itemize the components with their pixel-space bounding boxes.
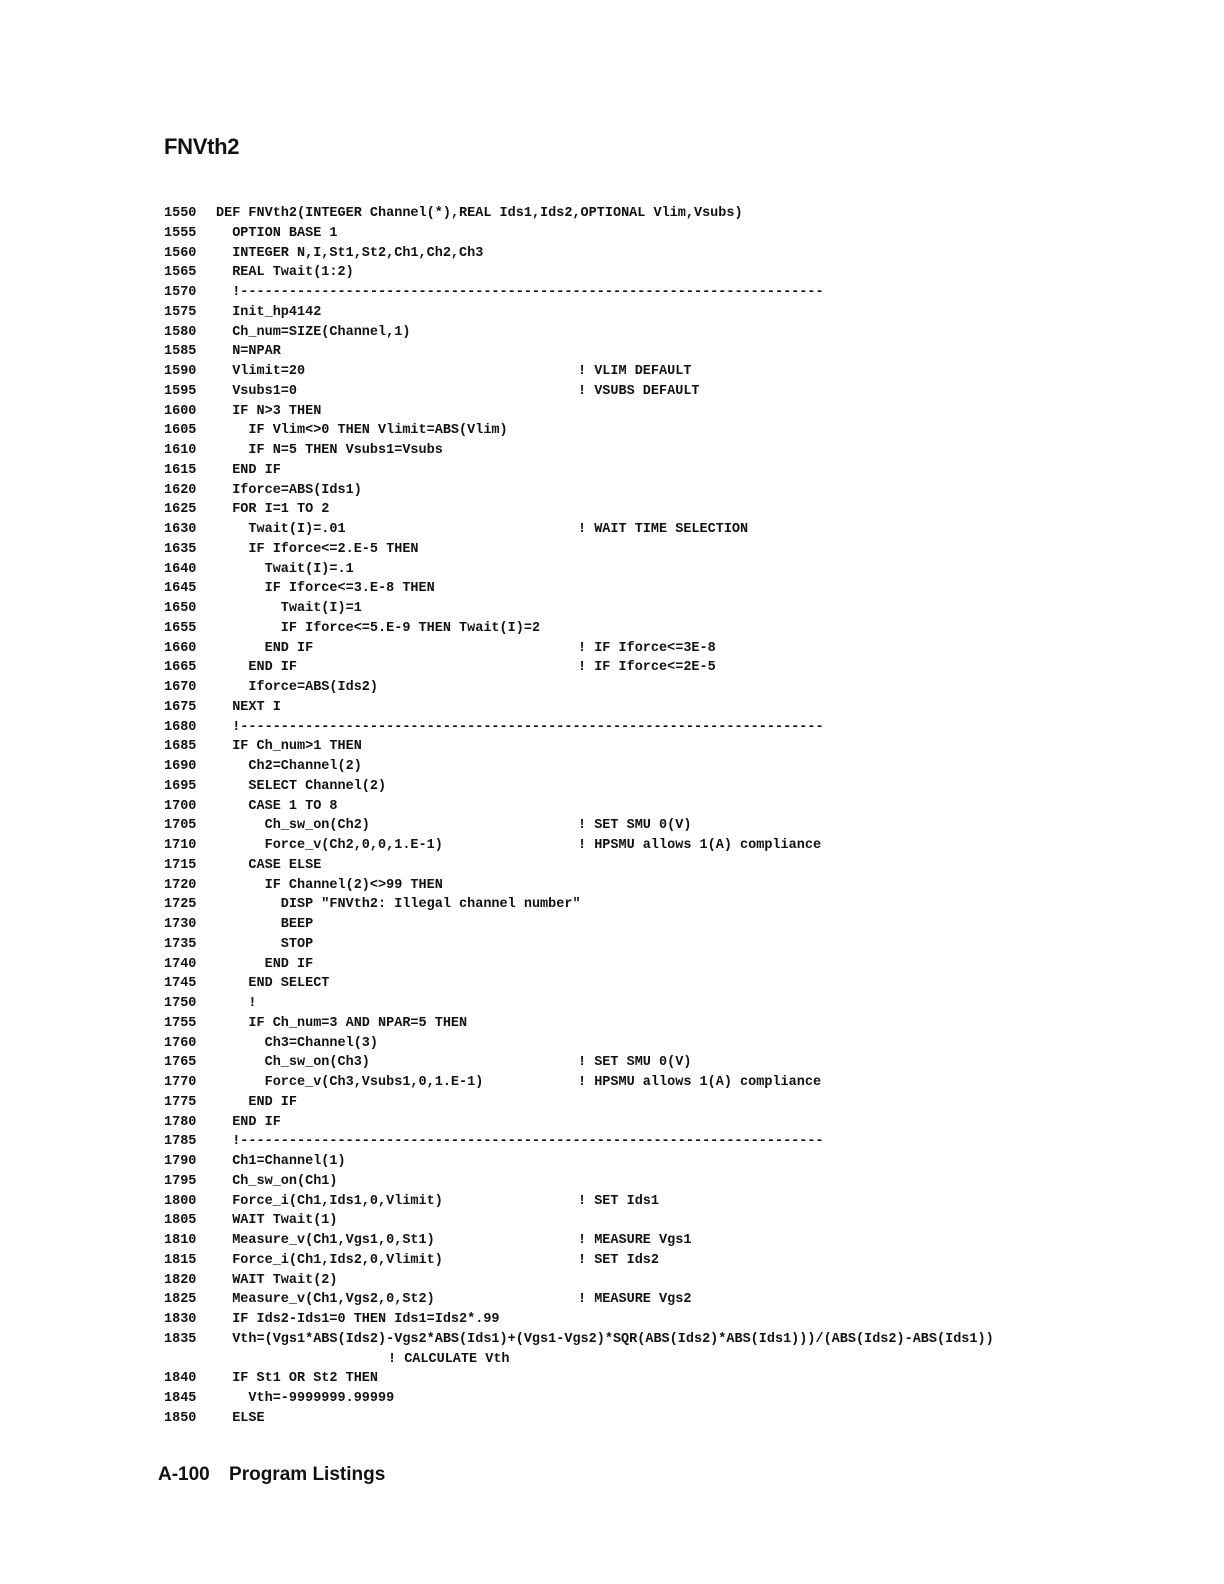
- line-number: 1575: [164, 304, 197, 320]
- code-comment: ! IF Iforce<=3E-8: [578, 640, 716, 656]
- code-line: [160, 1409, 1060, 1429]
- line-number: 1830: [164, 1312, 197, 1327]
- line-number: 1705: [164, 818, 197, 834]
- code-line: [160, 402, 1060, 422]
- line-number: 1695: [164, 778, 197, 794]
- code-text: IF Channel(2)<>99 THEN: [264, 877, 443, 893]
- line-number: 1615: [164, 462, 197, 478]
- code-line: [160, 1014, 1060, 1034]
- code-line: [160, 540, 1060, 560]
- line-number: 1810: [164, 1233, 197, 1248]
- code-text: IF N>3 THEN: [232, 403, 322, 419]
- code-line: [160, 224, 1060, 244]
- line-number: 1850: [164, 1410, 197, 1426]
- line-number: 1560: [164, 245, 197, 261]
- code-line: [160, 1172, 1060, 1192]
- code-comment: ! HPSMU allows 1(A) compliance: [578, 838, 822, 853]
- code-text: !------------------------------------------------------------------------: [232, 1134, 824, 1150]
- code-line: [160, 658, 1060, 678]
- code-line: [160, 1053, 1060, 1073]
- code-line: [160, 955, 1060, 975]
- line-number: 1785: [164, 1134, 197, 1150]
- code-line: [160, 1389, 1060, 1409]
- code-text: Ch2=Channel(2): [248, 759, 362, 774]
- code-line: [160, 876, 1060, 896]
- code-comment: ! HPSMU allows 1(A) compliance: [578, 1075, 822, 1090]
- code-line: [160, 639, 1060, 659]
- code-text: BEEP: [280, 917, 314, 932]
- code-comment: ! VLIM DEFAULT: [578, 364, 692, 379]
- code-line: [160, 303, 1060, 323]
- page-footer: [158, 1464, 385, 1486]
- code-line: [160, 718, 1060, 738]
- code-text: IF Iforce<=5.E-9 THEN Twait(I)=2: [280, 620, 541, 636]
- line-number: 1835: [164, 1331, 197, 1347]
- line-number: 1775: [164, 1094, 197, 1110]
- code-text: DEF FNVth2(INTEGER Channel(*),REAL Ids1,Ids2,OPTIONAL Vlim,Vsubs): [216, 206, 743, 221]
- line-number: 1690: [164, 759, 197, 774]
- line-number: 1595: [164, 383, 197, 399]
- code-text: CASE 1 TO 8: [248, 798, 338, 814]
- line-number: 1590: [164, 364, 197, 379]
- line-number: 1780: [164, 1114, 197, 1130]
- code-line: [160, 461, 1060, 481]
- code-text: Force_v(Ch2,0,0,1.E-1): [264, 838, 443, 853]
- line-number: 1660: [164, 640, 197, 656]
- line-number: 1725: [164, 897, 197, 913]
- line-number: 1685: [164, 739, 197, 755]
- code-text: !: [248, 996, 257, 1011]
- code-text: IF Ids2-Ids1=0 THEN Ids1=Ids2*.99: [232, 1312, 500, 1327]
- line-number: 1715: [164, 857, 197, 873]
- line-number: 1760: [164, 1035, 197, 1051]
- code-line: [160, 500, 1060, 520]
- code-text: SELECT Channel(2): [248, 778, 387, 794]
- code-line: [160, 283, 1060, 303]
- line-number: 1640: [164, 561, 197, 577]
- code-text: WAIT Twait(2): [232, 1272, 338, 1288]
- code-comment: ! SET SMU 0(V): [578, 1055, 692, 1071]
- line-number: 1820: [164, 1272, 197, 1288]
- code-text: N=NPAR: [232, 344, 281, 360]
- line-number: 1745: [164, 976, 197, 992]
- code-text: OPTION BASE 1: [232, 225, 338, 241]
- code-text: END IF: [264, 640, 314, 656]
- line-number: 1765: [164, 1055, 197, 1071]
- code-text: INTEGER N,I,St1,St2,Ch1,Ch2,Ch3: [232, 245, 484, 261]
- code-text: STOP: [280, 936, 314, 952]
- code-text: Vth=(Vgs1*ABS(Ids2)-Vgs2*ABS(Ids1)+(Vgs1-Vgs2)*SQR(ABS(Ids2)*ABS(Ids1)))/(ABS(Ids2)-ABS(Ids1)): [232, 1331, 994, 1347]
- code-line: [160, 737, 1060, 757]
- code-text: DISP "FNVth2: Illegal channel number": [280, 897, 581, 913]
- code-line: [160, 520, 1060, 540]
- code-text: ELSE: [232, 1410, 265, 1426]
- line-number: 1645: [164, 581, 197, 597]
- line-number: 1635: [164, 541, 197, 557]
- code-text: Ch_num=SIZE(Channel,1): [232, 324, 411, 340]
- code-text: Vth=-9999999.99999: [248, 1391, 395, 1406]
- code-line: [160, 1271, 1060, 1291]
- code-line: [160, 1369, 1060, 1389]
- code-text: IF Vlim<>0 THEN Vlimit=ABS(Vlim): [248, 423, 508, 439]
- code-comment: ! MEASURE Vgs1: [578, 1233, 692, 1248]
- line-number: 1815: [164, 1252, 197, 1268]
- code-text: Vsubs1=0: [232, 383, 297, 399]
- code-text: Measure_v(Ch1,Vgs1,0,St1): [232, 1233, 435, 1248]
- line-number: 1800: [164, 1193, 197, 1209]
- code-text: !------------------------------------------------------------------------: [232, 719, 824, 735]
- code-line: [160, 935, 1060, 955]
- code-line: [160, 1192, 1060, 1212]
- code-line: [160, 797, 1060, 817]
- line-number: 1840: [164, 1371, 197, 1387]
- code-line: [160, 1290, 1060, 1310]
- line-number: 1600: [164, 403, 197, 419]
- code-text: END IF: [264, 956, 314, 972]
- code-line: [160, 915, 1060, 935]
- code-text: Init_hp4142: [232, 304, 322, 320]
- code-text: Ch3=Channel(3): [264, 1035, 379, 1051]
- line-number: 1805: [164, 1213, 197, 1229]
- code-text: !------------------------------------------------------------------------: [232, 285, 824, 300]
- line-number: 1620: [164, 482, 197, 498]
- code-text: Force_v(Ch3,Vsubs1,0,1.E-1): [264, 1075, 484, 1090]
- code-comment: ! VSUBS DEFAULT: [578, 383, 700, 399]
- line-number: 1740: [164, 956, 197, 972]
- code-line: [160, 856, 1060, 876]
- line-number: 1795: [164, 1173, 197, 1189]
- line-number: 1630: [164, 522, 197, 537]
- line-number: 1735: [164, 936, 197, 952]
- code-line: [160, 757, 1060, 777]
- code-line: [160, 895, 1060, 915]
- line-number: 1555: [164, 225, 197, 241]
- code-comment: ! MEASURE Vgs2: [578, 1292, 692, 1308]
- code-line: [160, 1113, 1060, 1133]
- code-text: IF Iforce<=2.E-5 THEN: [248, 541, 419, 557]
- code-line: [160, 836, 1060, 856]
- code-line: [160, 421, 1060, 441]
- code-text: IF St1 OR St2 THEN: [232, 1371, 379, 1387]
- code-line: [160, 441, 1060, 461]
- code-comment: ! SET Ids1: [578, 1193, 660, 1209]
- code-line: [160, 1073, 1060, 1093]
- line-number: 1570: [164, 285, 197, 300]
- code-line: [160, 974, 1060, 994]
- code-text: NEXT I: [232, 699, 281, 715]
- code-text: Force_i(Ch1,Ids1,0,Vlimit): [232, 1193, 443, 1209]
- code-line: [160, 362, 1060, 382]
- code-text: Twait(I)=1: [280, 601, 362, 616]
- line-number: 1755: [164, 1015, 197, 1031]
- line-number: 1730: [164, 917, 197, 932]
- code-text: Ch_sw_on(Ch3): [264, 1055, 370, 1071]
- code-text: END SELECT: [248, 976, 330, 992]
- code-text: Twait(I)=.01: [248, 522, 346, 537]
- line-number: 1790: [164, 1154, 197, 1169]
- code-text: Ch_sw_on(Ch1): [232, 1173, 338, 1189]
- line-number: 1825: [164, 1292, 197, 1308]
- line-number: 1845: [164, 1391, 197, 1406]
- footer-section-title: Program Listings: [229, 1464, 386, 1485]
- code-line: [160, 1251, 1060, 1271]
- code-line: [160, 244, 1060, 264]
- code-line: [160, 263, 1060, 283]
- code-text: Ch1=Channel(1): [232, 1154, 346, 1169]
- code-text: IF N=5 THEN Vsubs1=Vsubs: [248, 443, 443, 458]
- code-text: Iforce=ABS(Ids2): [248, 680, 379, 695]
- code-line: [160, 1231, 1060, 1251]
- line-number: 1550: [164, 206, 197, 221]
- code-text: IF Iforce<=3.E-8 THEN: [264, 581, 435, 597]
- code-text: END IF: [248, 1094, 297, 1110]
- code-text: CASE ELSE: [248, 857, 322, 873]
- page-heading: FNVth2: [164, 134, 240, 159]
- code-line: [160, 1152, 1060, 1172]
- line-number: 1650: [164, 601, 197, 616]
- code-comment: ! IF Iforce<=2E-5: [578, 660, 716, 676]
- code-text: END IF: [232, 1114, 281, 1130]
- code-text: WAIT Twait(1): [232, 1213, 338, 1229]
- line-number: 1750: [164, 996, 197, 1011]
- code-line: [160, 1132, 1060, 1152]
- code-comment: ! SET SMU 0(V): [578, 818, 692, 834]
- line-number: 1665: [164, 660, 197, 676]
- code-line: [160, 1330, 1060, 1350]
- line-number: 1610: [164, 443, 197, 458]
- code-line: [160, 481, 1060, 501]
- code-line: [160, 342, 1060, 362]
- code-line: [160, 678, 1060, 698]
- code-line: [160, 579, 1060, 599]
- line-number: 1655: [164, 620, 197, 636]
- code-text: END IF: [232, 462, 281, 478]
- code-text: Vlimit=20: [232, 364, 306, 379]
- code-continuation-comment: ! CALCULATE Vth: [388, 1351, 510, 1367]
- code-line: [160, 1310, 1060, 1330]
- code-comment: ! WAIT TIME SELECTION: [578, 522, 749, 537]
- code-line: [160, 560, 1060, 580]
- code-line: [160, 599, 1060, 619]
- code-text: IF Ch_num=3 AND NPAR=5 THEN: [248, 1015, 468, 1031]
- code-text: Twait(I)=.1: [264, 561, 354, 577]
- code-line: [160, 1350, 1060, 1370]
- code-text: REAL Twait(1:2): [232, 265, 354, 281]
- line-number: 1770: [164, 1075, 197, 1090]
- line-number: 1700: [164, 798, 197, 814]
- code-line: [160, 1093, 1060, 1113]
- line-number: 1625: [164, 502, 197, 518]
- code-line: [160, 698, 1060, 718]
- code-line: [160, 204, 1060, 224]
- code-text: END IF: [248, 660, 297, 676]
- code-comment: ! SET Ids2: [578, 1252, 660, 1268]
- code-line: [160, 1211, 1060, 1231]
- program-listing: [160, 204, 1060, 1429]
- line-number: 1720: [164, 877, 197, 893]
- code-line: [160, 382, 1060, 402]
- code-line: [160, 619, 1060, 639]
- code-text: FOR I=1 TO 2: [232, 502, 330, 518]
- line-number: 1680: [164, 719, 197, 735]
- code-line: [160, 1034, 1060, 1054]
- line-number: 1675: [164, 699, 197, 715]
- line-number: 1670: [164, 680, 197, 695]
- line-number: 1585: [164, 344, 197, 360]
- code-text: Ch_sw_on(Ch2): [264, 818, 370, 834]
- line-number: 1710: [164, 838, 197, 853]
- page-number: A-100: [158, 1464, 210, 1485]
- code-text: IF Ch_num>1 THEN: [232, 739, 362, 755]
- line-number: 1565: [164, 265, 197, 281]
- code-line: [160, 323, 1060, 343]
- code-text: Force_i(Ch1,Ids2,0,Vlimit): [232, 1252, 443, 1268]
- code-text: Iforce=ABS(Ids1): [232, 482, 362, 498]
- line-number: 1580: [164, 324, 197, 340]
- code-line: [160, 994, 1060, 1014]
- code-line: [160, 816, 1060, 836]
- code-line: [160, 777, 1060, 797]
- code-text: Measure_v(Ch1,Vgs2,0,St2): [232, 1292, 435, 1308]
- line-number: 1605: [164, 423, 197, 439]
